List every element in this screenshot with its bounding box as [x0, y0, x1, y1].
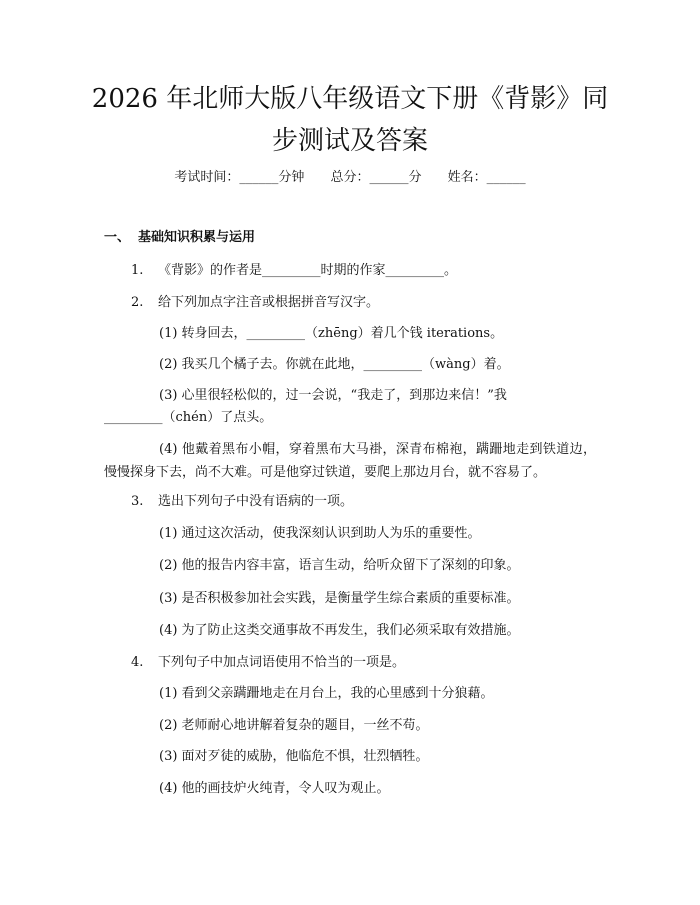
- question-number: 4.: [131, 655, 144, 670]
- question-text: 下列句子中加点词语使用不恰当的一项是。: [158, 655, 406, 670]
- document-title: [80, 78, 620, 162]
- option-item: (3) 面对歹徒的威胁，他临危不惧，壮烈牺牲。: [159, 749, 429, 764]
- question-2: [131, 293, 379, 313]
- section-number: 一、: [104, 230, 131, 245]
- question-text: 《背影》的作者是_________时期的作家_________。: [158, 263, 458, 278]
- question-text: 选出下列句子中没有语病的一项。: [158, 494, 354, 509]
- option-item: (1) 通过这次活动，使我深刻认识到助人为乐的重要性。: [159, 526, 481, 541]
- question-3: [131, 492, 353, 512]
- title-line-2: 步测试及答案: [271, 126, 428, 156]
- section-heading: [104, 228, 255, 248]
- option-item: (1) 看到父亲蹒跚地走在月台上，我的心里感到十分狼藉。: [159, 686, 494, 701]
- option-item: (4) 他戴着黑布小帽，穿着黑布大马褂，深青布棉袍，蹒跚地走到铁道边，慢慢探身下去，尚不大难。可是他穿过铁道，要爬上那边月台，就不容易了。: [104, 442, 596, 480]
- option-item: (3) 是否积极参加社会实践，是衡量学生综合素质的重要标准。: [159, 591, 520, 606]
- option-item: (4) 为了防止这类交通事故不再发生，我们必须采取有效措施。: [159, 623, 520, 638]
- exam-score: 总分：______分: [330, 170, 422, 185]
- question-number: 1.: [131, 263, 144, 278]
- question-number: 2.: [131, 295, 144, 310]
- exam-info: [0, 168, 700, 188]
- option-item: (2) 他的报告内容丰富，语言生动，给听众留下了深刻的印象。: [159, 558, 520, 573]
- option-item: (1) 转身回去，_________（zhēng）着几个钱 iterations。: [159, 326, 504, 341]
- option-item: (2) 老师耐心地讲解着复杂的题目，一丝不苟。: [159, 718, 429, 733]
- option-item: (2) 我买几个橘子去。你就在此地，_________（wàng）着。: [159, 357, 510, 372]
- option-item-continued: _________（chén）了点头。: [104, 410, 273, 425]
- question-1: [131, 261, 457, 281]
- student-name: 姓名：______: [447, 170, 526, 185]
- question-number: 3.: [131, 494, 144, 509]
- question-4: [131, 653, 405, 673]
- option-item: (3) 心里很轻松似的，过一会说，“我走了，到那边来信！”我: [159, 388, 507, 403]
- title-line-1: 2026 年北师大版八年级语文下册《背影》同: [91, 84, 609, 114]
- question-text: 给下列加点字注音或根据拼音写汉字。: [158, 295, 380, 310]
- section-label: 基础知识积累与运用: [138, 230, 256, 245]
- exam-time: 考试时间：______分钟: [174, 170, 305, 185]
- option-item: (4) 他的画技炉火纯青，令人叹为观止。: [159, 781, 390, 796]
